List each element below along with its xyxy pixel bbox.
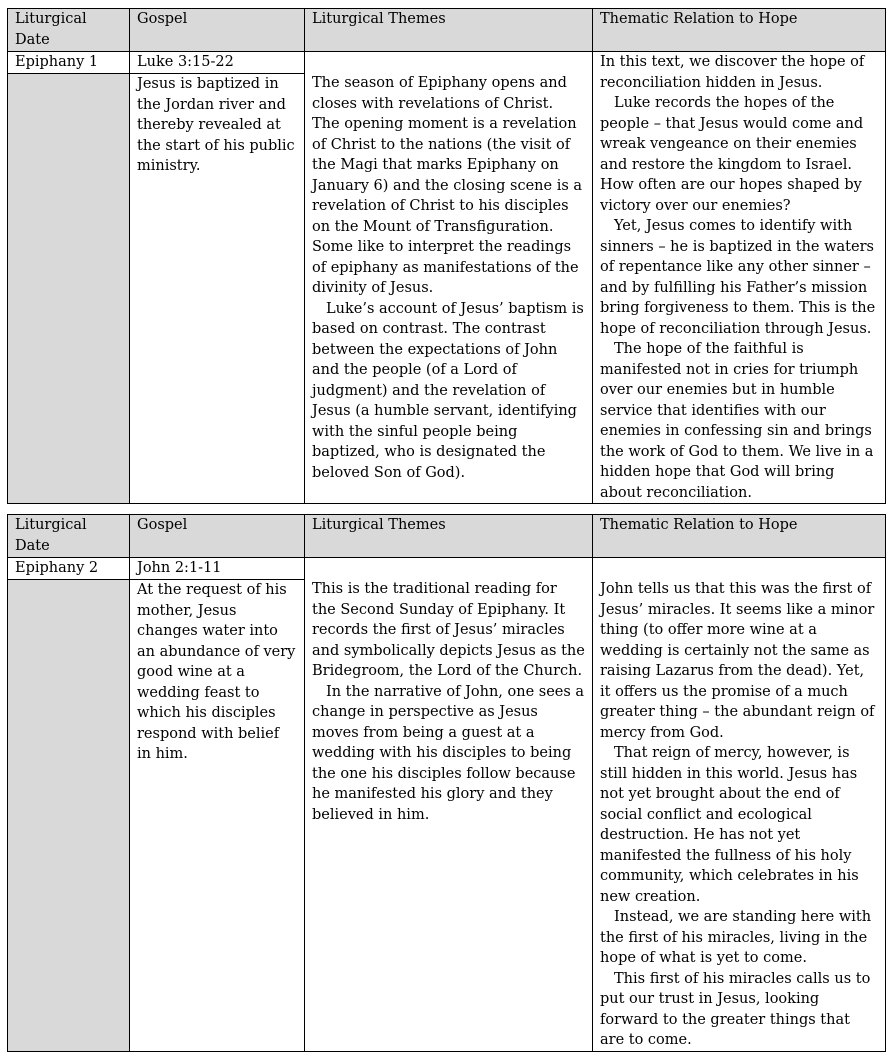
hope-paragraph: In this text, we discover the hope of reconciliation hidden in Jesus. bbox=[600, 54, 865, 91]
hope-paragraph: The hope of the faithful is manifested not in cries for triumph over our enemies but in humble service that identifies with our enemies in confessing sin and brings the work of God to them. We live in a hidden hope that God will bring about reconciliation. bbox=[600, 341, 874, 501]
hope-paragraph: Instead, we are standing here with the first of his miracles, living in the hope of what is yet to come. bbox=[600, 909, 872, 966]
hope-paragraph: John tells us that this was the first of Jesus’ miracles. It seems like a minor thing (to offer more wine at a wedding is certainly not the same as raising Lazarus from the dead). Yet, it offers us the promise of a much greater thing – the abundant reign of mercy from God. bbox=[600, 581, 875, 741]
header-liturgical-date: Liturgical Date bbox=[8, 9, 130, 52]
entry-row-top bbox=[8, 558, 886, 580]
header-relation-to-hope: Thematic Relation to Hope bbox=[593, 515, 886, 558]
epiphany-1-table bbox=[7, 8, 886, 504]
liturgical-date-cell: Epiphany 1 bbox=[8, 52, 130, 74]
header-row bbox=[8, 9, 886, 52]
liturgical-themes-cell bbox=[305, 52, 593, 504]
themes-paragraph: In the narrative of John, one sees a change in perspective as Jesus moves from being a guest at a wedding with his disciples to being the one his disciples follow because he manifested his glory and they believed in him. bbox=[312, 683, 585, 823]
date-shaded-cell bbox=[8, 74, 130, 504]
liturgical-themes-cell bbox=[305, 558, 593, 1052]
header-liturgical-date: Liturgical Date bbox=[8, 515, 130, 558]
gospel-reference-cell: Luke 3:15-22 bbox=[130, 52, 305, 74]
themes-paragraph: Luke’s account of Jesus’ baptism is based on contrast. The contrast between the expectations of John and the people (of a Lord of judgment) and the revelation of Jesus (a humble servant, identifying with the sinful people being baptized, who is designated the beloved Son of God). bbox=[312, 300, 584, 481]
themes-paragraph: This is the traditional reading for the Second Sunday of Epiphany. It records the first of Jesus’ miracles and symbolically depicts Jesus as the Bridegroom, the Lord of the Church. bbox=[312, 581, 585, 679]
entry-row-top bbox=[8, 52, 886, 74]
liturgical-date-cell: Epiphany 2 bbox=[8, 558, 130, 580]
header-liturgical-themes: Liturgical Themes bbox=[305, 9, 593, 52]
epiphany-2-table bbox=[7, 514, 886, 1052]
header-relation-to-hope: Thematic Relation to Hope bbox=[593, 9, 886, 52]
gospel-reference-cell: John 2:1-11 bbox=[130, 558, 305, 580]
header-gospel: Gospel bbox=[130, 515, 305, 558]
gospel-summary-cell: At the request of his mother, Jesus changes water into an abundance of very good wine at a wedding feast to which his disciples respond with belief in him. bbox=[130, 580, 305, 1052]
header-row bbox=[8, 515, 886, 558]
relation-to-hope-cell bbox=[593, 558, 886, 1052]
gospel-summary-cell: Jesus is baptized in the Jordan river and thereby revealed at the start of his public ministry. bbox=[130, 74, 305, 504]
hope-paragraph: That reign of mercy, however, is still hidden in this world. Jesus has not yet brought about the end of social conflict and ecological destruction. He has not yet manifested the fullness of his holy community, which celebrates in his new creation. bbox=[600, 745, 859, 905]
hope-paragraph: Luke records the hopes of the people – that Jesus would come and wreak vengeance on their enemies and restore the kingdom to Israel. How often are our hopes shaped by victory over our enemies? bbox=[600, 95, 864, 214]
themes-paragraph: The season of Epiphany opens and closes with revelations of Christ. The opening moment is a revelation of Christ to the nations (the visit of the Magi that marks Epiphany on January 6) and the closing scene is a revelation of Christ to his disciples on the Mount of Transfiguration. Some like to interpret the readings of epiphany as manifestations of the divinity of Jesus. bbox=[312, 75, 583, 296]
hope-paragraph: Yet, Jesus comes to identify with sinners – he is baptized in the waters of repentance like any other sinner – and by fulfilling his Father’s mission bring forgiveness to them. This is the hope of reconciliation through Jesus. bbox=[600, 218, 876, 337]
relation-to-hope-cell bbox=[593, 52, 886, 504]
header-gospel: Gospel bbox=[130, 9, 305, 52]
header-liturgical-themes: Liturgical Themes bbox=[305, 515, 593, 558]
date-shaded-cell bbox=[8, 580, 130, 1052]
hope-paragraph: This first of his miracles calls us to put our trust in Jesus, looking forward to the greater things that are to come. bbox=[600, 970, 871, 1048]
